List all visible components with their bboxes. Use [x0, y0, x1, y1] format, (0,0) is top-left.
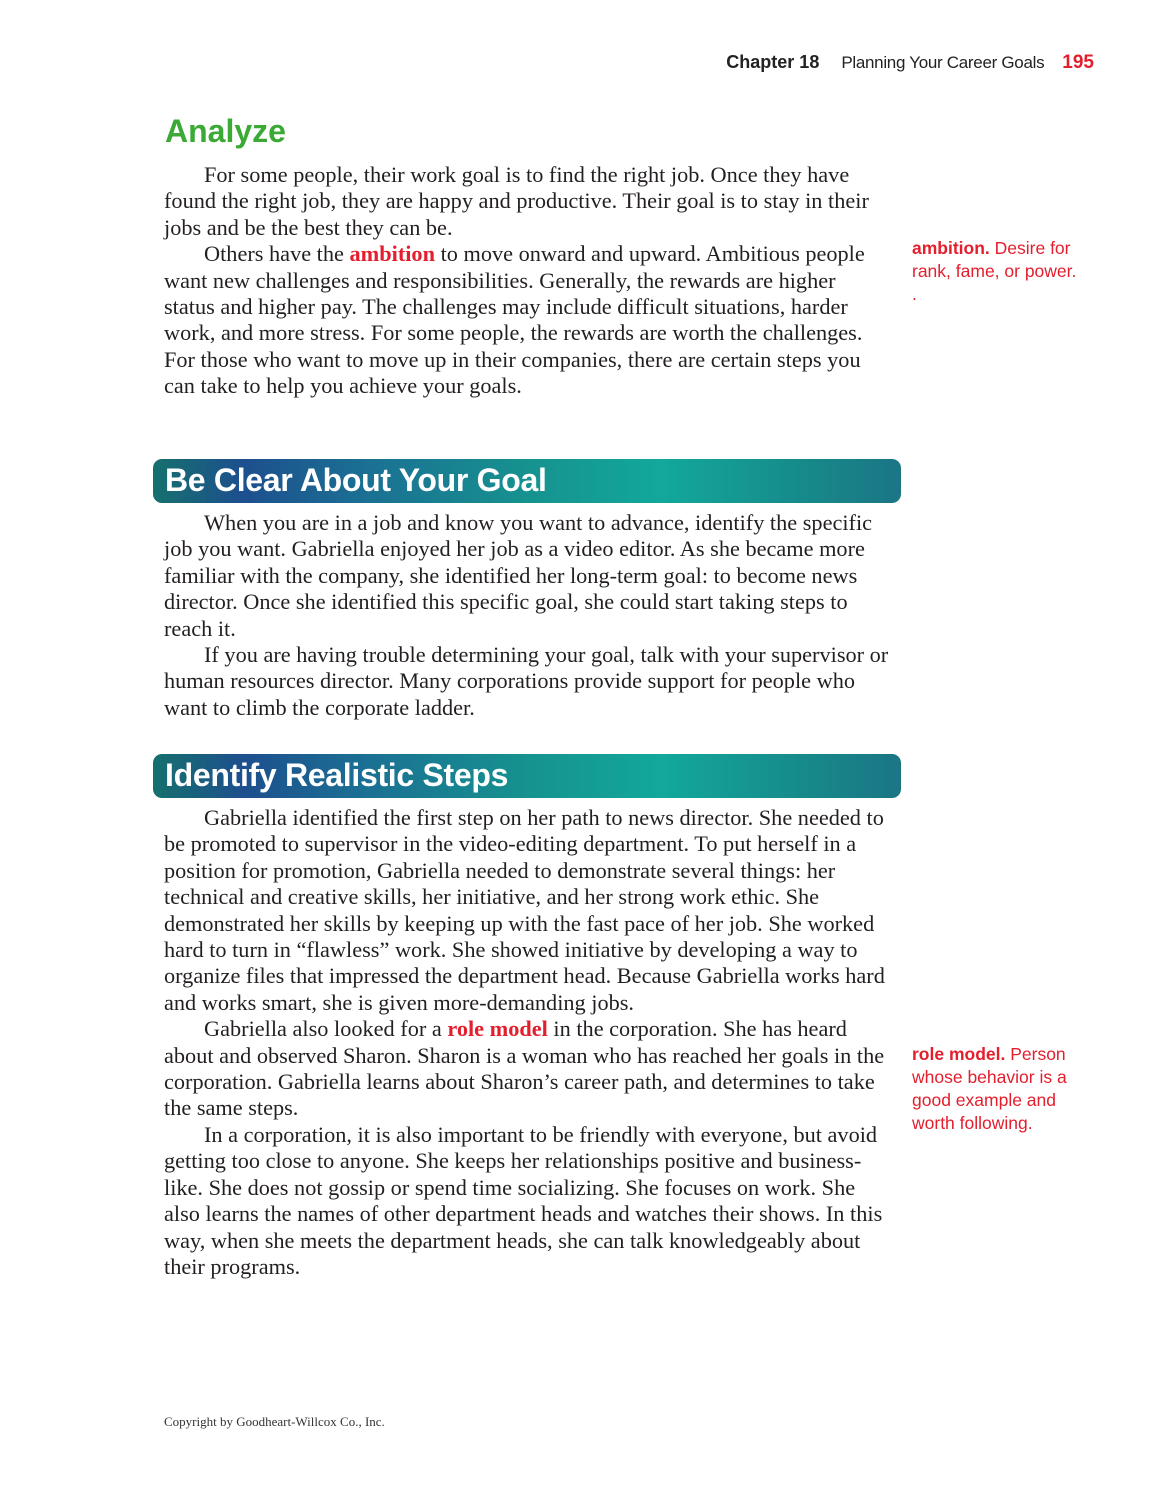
section-heading: Be Clear About Your Goal [165, 462, 547, 498]
glossary-entry-role-model: role model. Person whose behavior is a good example and worth following. [912, 1044, 1067, 1133]
paragraph: For some people, their work goal is to find the right job. Once they have found the right job, they are happy and productive. Their goal is to stay in their jobs and be the best they can be. [164, 162, 869, 240]
paragraph: If you are having trouble determining your goal, talk with your supervisor or human resources director. Many corporations provide support for people who want to climb the corporate ladder. [164, 642, 889, 720]
running-header [726, 52, 1094, 74]
analyze-body [164, 162, 890, 400]
section-banner-realistic-steps [153, 754, 901, 798]
paragraph: Gabriella identified the first step on her path to news director. She needed to be promoted to supervisor in the video-editing department. To put herself in a position for promotion, Gabriella needed to demonstrate several things: her technical and creative skills, her initiative, and her strong work ethic. She demonstrated her skills by keeping up with the fast pace of her job. She worked hard to turn in “flawless” work. She showed initiative by developing a way to organize files that impressed the department head. Because Gabriella works hard and works smart, she is given more-demanding jobs. [164, 805, 885, 1015]
clear-goal-body [164, 510, 890, 721]
glossary-term-role-model: role model [447, 1016, 548, 1042]
section-banner-clear-goal [153, 459, 901, 503]
chapter-title: Planning Your Career Goals [841, 53, 1045, 72]
glossary-entry-ambition: ambition. Desire for rank, fame, or power. . [912, 238, 1077, 304]
chapter-label: Chapter 18 [726, 52, 820, 72]
realistic-steps-body [164, 805, 890, 1280]
section-heading-analyze: Analyze [165, 113, 286, 149]
paragraph: Gabriella also looked for a role model in the corporation. She has heard about and observed Sharon. Sharon is a woman who has reached her goals in the corporation. Gabriella learns about Sharon’s career path, and determines to take the same steps. [164, 1016, 885, 1121]
glossary-term-ambition: ambition [349, 241, 435, 267]
paragraph: Others have the ambition to move onward and upward. Ambitious people want new challenges and responsibilities. Generally, the rewards are higher status and higher pay. The challenges may include difficult situations, harder work, and more stress. For some people, the rewards are worth the challenges. For those who want to move up in their companies, there are certain steps you can take to help you achieve your goals. [164, 241, 865, 399]
paragraph: In a corporation, it is also important to be friendly with everyone, but avoid getting too close to anyone. She keeps her relationships positive and business-like. She does not gossip or spend time socializing. She focuses on work. She also learns the names of other department heads and watches their shows. In this way, when she meets the department heads, she can talk knowledgeably about their programs. [164, 1121, 883, 1279]
paragraph: When you are in a job and know you want to advance, identify the specific job you want. Gabriella enjoyed her job as a video editor. As she became more familiar with the company, she identified her long-term goal: to become news director. Once she identified this specific goal, she could start taking steps to reach it. [164, 510, 873, 641]
section-heading: Identify Realistic Steps [165, 757, 509, 793]
copyright-footer: Copyright by Goodheart-Willcox Co., Inc. [164, 1414, 385, 1429]
page-number: 195 [1062, 52, 1094, 73]
